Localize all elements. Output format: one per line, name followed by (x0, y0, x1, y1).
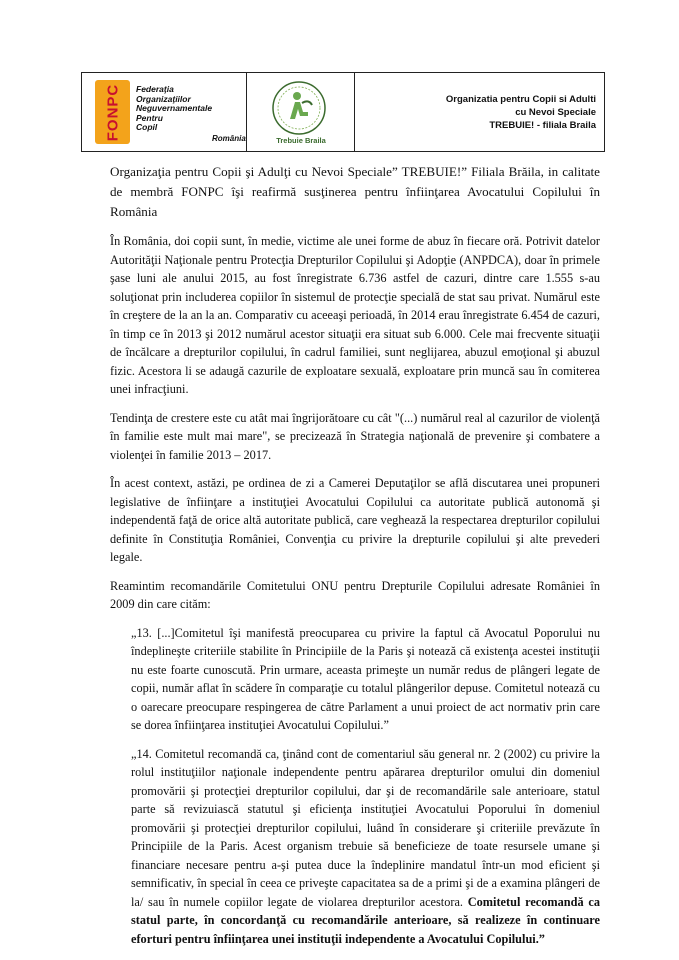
fonpc-badge: FONPC (95, 80, 130, 144)
document-body (110, 162, 600, 958)
quote-14 (131, 745, 600, 949)
paragraph-context: În acest context, astăzi, pe ordinea de zi a Camerei Deputaţilor se află discutarea unei propuneri legislative de înfiinţare a instituţiei Avocatului Copilului ca autoritate publică autonomă şi independentă faţă de orice altă autoritate publică, care veghează la respectarea drepturilor copilului definite în Constituţia României, Convenţia cu privire la drepturile copilului şi alte prevederi legale. (110, 476, 600, 564)
trebuie-caption: Trebuie Braila (276, 136, 326, 145)
fonpc-name: Federaţia Organizaţiilor Neguvernamentale Pentru Copil (136, 84, 213, 132)
paragraph-recommendations-intro: Reamintim recomandările Comitetului ONU pentru Drepturile Copilului adresate României în 2009 din care cităm: (110, 578, 600, 611)
trebuie-emblem-icon (269, 79, 329, 137)
letterhead (81, 72, 605, 152)
paragraph-statistics: În România, doi copii sunt, în medie, victime ale unei forme de abuz în fiecare oră. Potrivit datelor Autorităţii Naţionale pentru Protecţia Drepturilor Copilului şi Adopţie (ANPDCA), doar în primele şase luni ale anului 2015, au fost înregistrate 6.736 astfel de cazuri, dintre care 1.555 s-au soluţionat prin includerea copiilor în sistemul de protecţie specială de stat sau privat. Numărul este în creştere de la an la an. Comparativ cu aceeaşi perioadă, în 2014 erau înregistrate 6.454 de cazuri, în timp ce în 2013 şi 2012 numărul acestor situaţii era situat sub 6.000. Cele mai frecvente situaţii de încălcare a drepturilor copilului, în cadrul familiei, sunt neglijarea, abuzul emoţional şi abuzul fizic. Acestora li se adaugă cazurile de exploatare sexuală, exploatare prin muncă sau în comiterea unei infracţiuni. (110, 234, 600, 396)
quote-13: „13. [...]Comitetul îşi manifestă preocuparea cu privire la faptul că Avocatul Poporului nu îndeplineşte criteriile stabilite în Principiile de la Paris şi notează că existenţa acestei instituţii nu este foarte cunoscută. Prin urmare, aceasta primeşte un număr redus de plângeri legate de copii, număr aflat în scădere în comparaţie cu totalul plângerilor depuse. Comitetul notează cu o oarecare preocupare respingerea de către Parlament a unui proiect de act normativ prin care se dorea înfiinţarea instituţiei Avocatului Copilului.” (131, 625, 600, 732)
org-line-1: Organizatia pentru Copii si Adulti (445, 93, 596, 105)
org-line-2: cu Nevoi Speciale (515, 106, 596, 118)
fonpc-country: România (212, 134, 246, 143)
fonpc-logo (82, 73, 247, 151)
organization-block (355, 73, 604, 151)
document-title: Organizaţia pentru Copii şi Adulţi cu Nevoi Speciale” TREBUIE!” Filiala Brăila, in calitate de membră FONPC îşi reafirmă susţinerea pentru înfiinţarea Avocatului Copilului în România (110, 164, 600, 219)
paragraph-trend: Tendinţa de crestere este cu atât mai îngrijorătoare cu cât "(...) numărul real al cazurilor de violenţă în familie este mult mai mare", se precizează în Strategia naţională de prevenire şi combatere a violenţei în familie 2013 – 2017. (110, 410, 600, 462)
org-line-3: TREBUIE! - filiala Braila (489, 119, 596, 131)
trebuie-logo (247, 73, 355, 151)
quote-14-bold-text: Comitetul recomandă ca statul parte, în concordanţă cu recomandările anterioare, să realizeze în continuare eforturi pentru înfiinţarea unei instituţii independente a Avocatului Copilului.” (131, 894, 600, 946)
quote-14-text: „14. Comitetul recomandă ca, ţinând cont de comentariul său general nr. 2 (2002) cu privire la rolul instituţiilor naţionale independente pentru apărarea drepturilor omului din domeniul promovării şi protecţiei drepturilor copilului, dar şi de recomandările sale anterioare, statul parte să revizuiască statutul şi eficienţa instituţiei Avocatului Poporului în domeniul promovării şi protecţiei drepturilor copilului, luând în considerare şi criteriile prevăzute în Principiile de la Paris. Acest organism trebuie să beneficieze de toate resursele umane şi financiare necesare pentru a-şi putea duce la îndeplinire mandatul într-un mod eficient şi semnificativ, în special în ceea ce priveşte capacitatea sa de a primi şi de a examina plângeri de la/ sau în numele copiilor legate de violarea drepturilor acestora. (131, 746, 600, 909)
